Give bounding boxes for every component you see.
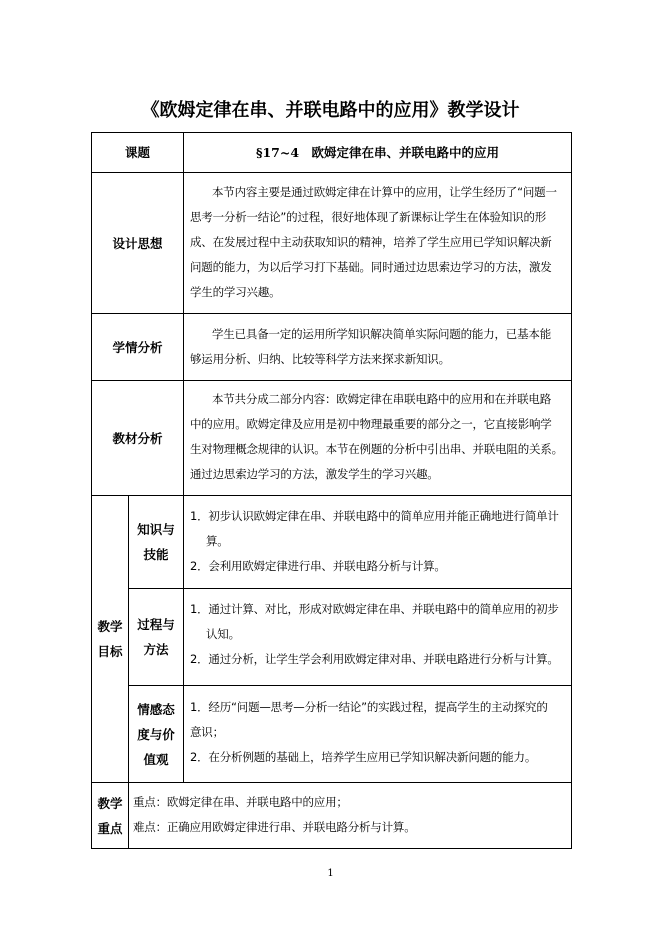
text-line: 2．通过分析，让学生学会利用欧姆定律对串、并联电路进行分析与计算。	[190, 652, 559, 666]
text-line: 意识；	[190, 725, 224, 739]
text-line: 问题的能力，为以后学习打下基础。同时通过边思索边学习的方法，激发	[190, 260, 552, 274]
text-line: 1．经历“问题—思考—分析一结论”的实践过程，提高学生的主动探究的	[190, 700, 548, 714]
label-line: 情感态	[137, 701, 175, 717]
text-line: 本节内容主要是通过欧姆定律在计算中的应用，让学生经历了“问题一	[212, 185, 557, 199]
text-line: 1．通过计算、对比，形成对欧姆定律在串、并联电路中的简单应用的初步	[190, 602, 559, 616]
text-line: 算。	[206, 534, 229, 548]
goals-label	[91, 495, 129, 783]
label-line: 教学	[97, 619, 123, 634]
key-text	[128, 782, 572, 849]
process-label	[128, 588, 184, 686]
students-label: 学情分析	[91, 313, 184, 381]
knowledge-label	[128, 495, 184, 589]
label-line: 教学	[97, 795, 123, 811]
label-line: 技能	[143, 547, 169, 562]
key-label	[91, 782, 129, 849]
label-line: 过程与	[137, 617, 175, 632]
text-line: 难点：正确应用欧姆定律进行串、并联电路分析与计算。	[133, 820, 416, 834]
label-line: 方法	[143, 642, 169, 657]
text-line: 认知。	[206, 627, 240, 641]
text-line: 2．会利用欧姆定律进行串、并联电路分析与计算。	[190, 559, 446, 573]
label-line: 目标	[97, 644, 123, 659]
text-line: 通过边思索边学习的方法，激发学生的学习兴趣。	[190, 467, 439, 481]
students-text	[183, 313, 572, 381]
text-line: 重点：欧姆定律在串、并联电路中的应用；	[133, 795, 348, 809]
material-text	[183, 380, 572, 496]
page-number: 1	[327, 868, 334, 879]
label-line: 重点	[97, 820, 123, 836]
design-text	[183, 172, 572, 314]
attitude-label	[128, 685, 184, 783]
document-title: 《欧姆定律在串、并联电路中的应用》教学设计	[141, 100, 520, 121]
text-line: 够运用分析、归纳、比较等科学方法来探求新知识。	[190, 352, 450, 366]
text-line: 学生的学习兴趣。	[190, 285, 281, 299]
label-line: 度与价	[137, 726, 175, 742]
text-line: 学生已具备一定的运用所学知识解决简单实际问题的能力，已基本能	[212, 327, 551, 341]
text-line: 1．初步认识欧姆定律在串、并联电路中的简单应用并能正确地进行简单计	[190, 509, 559, 523]
label-line: 知识与	[137, 522, 175, 537]
text-line: 本节共分成二部分内容：欧姆定律在串联电路中的应用和在并联电路	[212, 392, 551, 406]
text-line: 2．在分析例题的基础上，培养学生应用已学知识解决新问题的能力。	[190, 750, 537, 764]
attitude-text	[183, 685, 572, 783]
topic-label: 课题	[91, 132, 184, 173]
topic-value: §17~4 欧姆定律在串、并联电路中的应用	[183, 132, 572, 173]
text-line: 成、在发展过程中主动获取知识的精神，培养了学生应用已学知识解决新	[190, 235, 552, 249]
design-label: 设计思想	[91, 172, 184, 314]
text-line: 生对物理概念规律的认识。本节在例题的分析中引出串、并联电阻的关系。	[190, 442, 563, 456]
label-line: 值观	[143, 751, 169, 767]
process-text	[183, 588, 572, 686]
text-line: 思考一分析一结论”的过程，很好地体现了新课标让学生在体验知识的形	[190, 210, 547, 224]
material-label: 教材分析	[91, 380, 184, 496]
knowledge-text	[183, 495, 572, 589]
text-line: 中的应用。欧姆定律及应用是初中物理最重要的部分之一，它直接影响学	[190, 417, 552, 431]
